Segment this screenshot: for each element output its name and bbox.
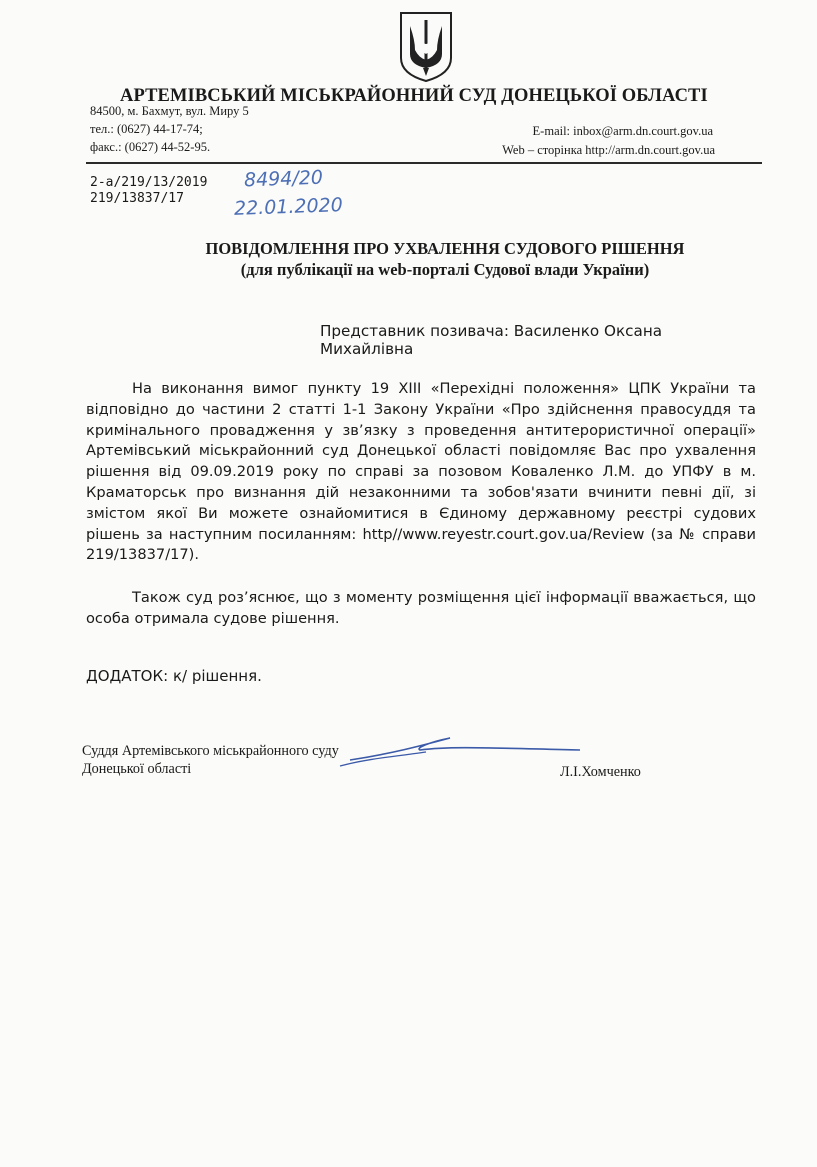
body-paragraph-1: На виконання вимог пункту 19 XIII «Перехідні положення» ЦПК України та відповідно до частини 2 статті 1-1 Закону України «Про здійснення правосуддя та кримінального провадження у зв’язку з проведення антитерористичної операції» Артемівський міськрайонний суд Донецької області повідомляє Вас про ухвалення рішення від 09.09.2019 року по справі за позовом Коваленко Л.М. до УПФУ в м. Краматорськ про визнання дій незаконними та зобов'язати вчинити певні дії, зі змістом якої Ви можете ознайомитися в Єдиному державному реєстрі судових рішень за наступним посиланням: http//www.reyestr.court.gov.ua/Review (за № справи 219/13837/17).: [86, 380, 756, 564]
document-title-block: [120, 238, 770, 280]
handwritten-number: 8494/20: [243, 166, 324, 192]
court-fax: факс.: (0627) 44-52-95.: [90, 140, 211, 154]
document-body: [86, 379, 756, 630]
handwritten-date: 22.01.2020: [233, 194, 344, 220]
judge-title: [82, 742, 339, 778]
court-address: 84500, м. Бахмут, вул. Миру 5: [90, 104, 249, 118]
judge-name: Л.І.Хомченко: [560, 764, 641, 780]
document-title: ПОВІДОМЛЕННЯ ПРО УХВАЛЕННЯ СУДОВОГО РІШЕННЯ: [205, 239, 685, 258]
body-paragraph-2: Також суд роз’яснює, що з моменту розміщення цієї інформації вважається, що особа отримала судове рішення.: [86, 589, 756, 627]
representative-line: Представник позивача: Василенко Оксана Михайлівна: [320, 322, 663, 358]
court-email: E-mail: inbox@arm.dn.court.gov.ua: [532, 124, 713, 138]
court-name: АРТЕМІВСЬКИЙ МІСЬКРАЙОННИЙ СУД ДОНЕЦЬКОЇ ОБЛАСТІ: [120, 86, 708, 106]
trident-coat-of-arms-icon: [397, 10, 455, 84]
court-website: Web – сторінка http://arm.dn.court.gov.ua: [502, 143, 715, 157]
document-subtitle: (для публікації на web-порталі Судової влади України): [240, 260, 650, 279]
header-divider: [86, 162, 762, 164]
court-phone: тел.: (0627) 44-17-74;: [90, 122, 203, 136]
attachment-line: ДОДАТОК: к/ рішення.: [86, 667, 262, 685]
case-ref-1: 2-а/219/13/2019: [90, 175, 208, 190]
case-ref-2: 219/13837/17: [90, 191, 184, 206]
handwritten-signature: [330, 728, 590, 778]
judge-title-line-2: Донецької області: [82, 761, 192, 777]
judge-title-line-1: Суддя Артемівського міськрайонного суду: [82, 743, 339, 759]
